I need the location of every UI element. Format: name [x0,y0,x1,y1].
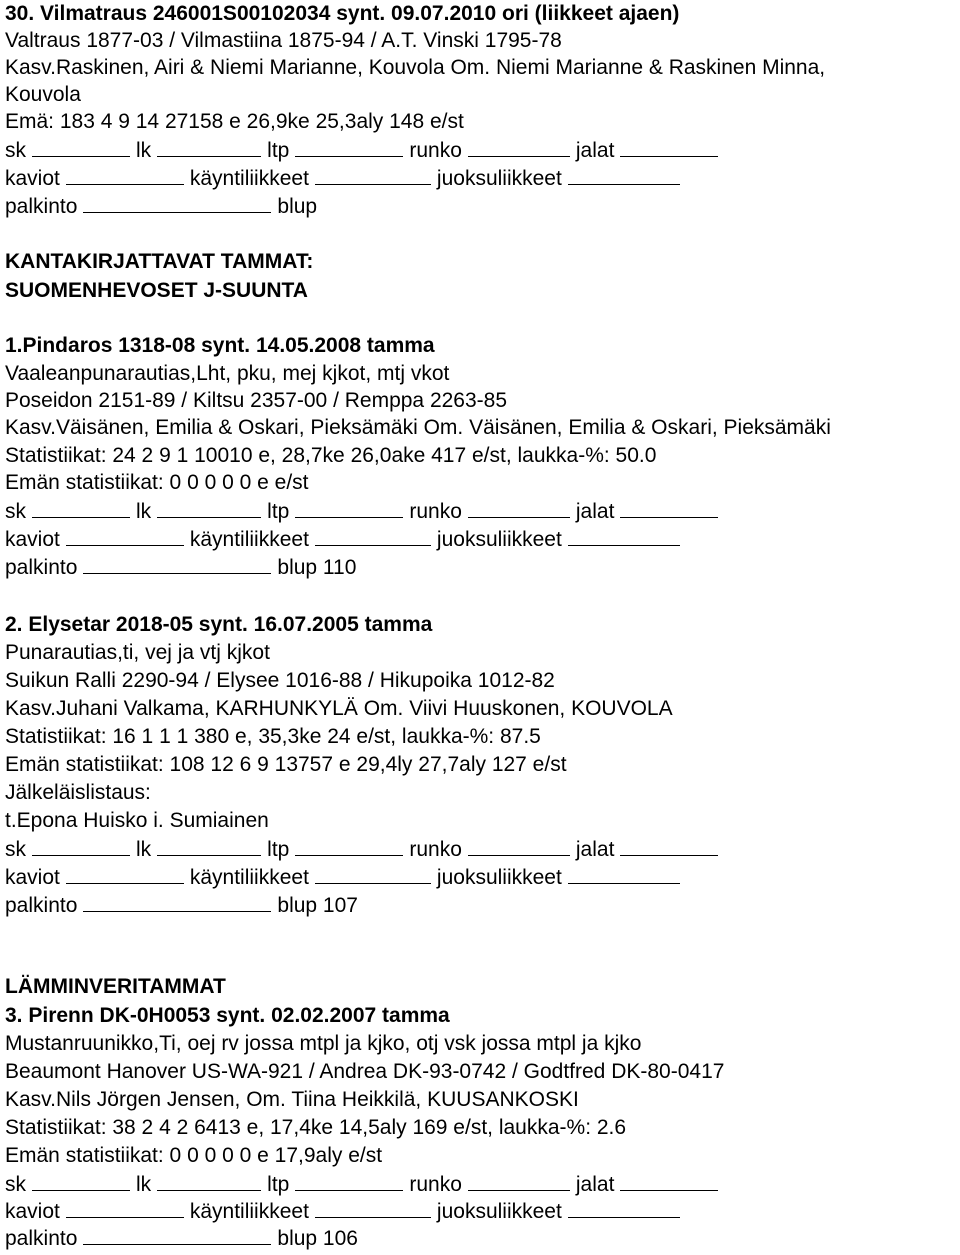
color-markings-line: Mustanruunikko,Ti, oej rv jossa mtpl ja kjko, otj vsk jossa mtpl ja kjko [5,1032,642,1055]
dam-stats-line: Emän statistiikat: 108 12 6 9 13757 e 29,4ly 27,7aly 127 e/st [5,753,567,776]
sk-label: sk [5,139,26,162]
ltp-label: ltp [267,1173,290,1196]
color-markings-line: Vaaleanpunarautias,Lht, pku, mej kjkot, mtj vkot [5,362,450,385]
blup-label: blup [277,195,318,218]
juoksuliikkeet-blank [568,166,680,185]
kaviot-blank [66,1199,184,1218]
lk-blank [157,138,261,157]
lk-label: lk [136,1173,152,1196]
kaviot-blank [66,166,184,185]
palkinto-blank [83,893,271,912]
runko-label: runko [409,838,462,861]
kayntiliikkeet-blank [315,1199,431,1218]
score-form-row-2 [5,1199,680,1225]
sk-blank [32,499,130,518]
breeder-owner-line: Kasv.Nils Jörgen Jensen, Om. Tiina Heikkilä, KUUSANKOSKI [5,1088,579,1111]
pedigree-line: Suikun Ralli 2290-94 / Elysee 1016-88 / Hikupoika 1012-82 [5,669,555,692]
score-form-row-3 [5,1226,358,1252]
lk-blank [157,1172,261,1191]
blup-value: blup 106 [277,1227,358,1250]
score-form-row-3 [5,194,317,220]
lk-label: lk [136,500,152,523]
ltp-label: ltp [267,139,290,162]
ltp-label: ltp [267,838,290,861]
blup-value: blup 110 [277,556,357,579]
ltp-blank [295,138,403,157]
pedigree-line: Valtraus 1877-03 / Vilmastiina 1875-94 / A.T. Vinski 1795-78 [5,29,562,52]
entry-header-1: 1.Pindaros 1318-08 synt. 14.05.2008 tamma [5,334,435,357]
jalat-blank [620,1172,718,1191]
stats-line: Statistiikat: 16 1 1 1 380 e, 35,3ke 24 e/st, laukka-%: 87.5 [5,725,541,748]
breeder-owner-line-cont: Kouvola [5,83,81,106]
blup-value: blup 107 [277,894,358,917]
palkinto-label: palkinto [5,894,78,917]
stats-line: Statistiikat: 24 2 9 1 10010 e, 28,7ke 26,0ake 417 e/st, laukka-%: 50.0 [5,444,657,467]
breeder-owner-line: Kasv.Juhani Valkama, KARHUNKYLÄ Om. Viivi Huuskonen, KOUVOLA [5,697,673,720]
ltp-blank [295,499,403,518]
score-form-row-1 [5,499,718,525]
runko-label: runko [409,1173,462,1196]
kaviot-blank [66,527,184,546]
jalat-label: jalat [575,838,615,861]
ltp-blank [295,1172,403,1191]
palkinto-blank [83,1226,271,1245]
score-form-row-1 [5,837,718,863]
kaviot-label: kaviot [5,1200,60,1223]
score-form-row-1 [5,138,718,164]
jalat-label: jalat [575,139,615,162]
sk-label: sk [5,1173,26,1196]
offspring-heading: Jälkeläislistaus: [5,781,151,804]
ltp-blank [295,837,403,856]
sk-label: sk [5,838,26,861]
section-title: LÄMMINVERITAMMAT [5,975,226,998]
entry-header-3: 3. Pirenn DK-0H0053 synt. 02.02.2007 tamma [5,1004,450,1027]
kayntiliikkeet-label: käyntiliikkeet [189,167,309,190]
palkinto-blank [83,555,271,574]
juoksuliikkeet-blank [568,865,680,884]
section-subtitle: SUOMENHEVOSET J-SUUNTA [5,279,308,302]
jalat-label: jalat [575,500,615,523]
score-form-row-3 [5,893,358,919]
dam-stats-line: Emä: 183 4 9 14 27158 e 26,9ke 25,3aly 148 e/st [5,110,464,133]
offspring-line: t.Epona Huisko i. Sumiainen [5,809,269,832]
score-form-row-2 [5,865,680,891]
palkinto-blank [83,194,271,213]
runko-label: runko [409,139,462,162]
juoksuliikkeet-label: juoksuliikkeet [436,167,562,190]
kaviot-label: kaviot [5,167,60,190]
score-form-row-2 [5,166,680,192]
palkinto-label: palkinto [5,195,78,218]
kaviot-blank [66,865,184,884]
kayntiliikkeet-blank [315,166,431,185]
score-form-row-1 [5,1172,718,1198]
lk-blank [157,837,261,856]
section-title: KANTAKIRJATTAVAT TAMMAT: [5,250,314,273]
ltp-label: ltp [267,500,290,523]
entry-header-2: 2. Elysetar 2018-05 synt. 16.07.2005 tamma [5,613,433,636]
runko-blank [468,1172,570,1191]
sk-blank [32,1172,130,1191]
palkinto-label: palkinto [5,1227,78,1250]
sk-blank [32,837,130,856]
jalat-label: jalat [575,1173,615,1196]
runko-blank [468,837,570,856]
juoksuliikkeet-blank [568,1199,680,1218]
kayntiliikkeet-label: käyntiliikkeet [189,1200,309,1223]
lk-blank [157,499,261,518]
kaviot-label: kaviot [5,528,60,551]
kayntiliikkeet-label: käyntiliikkeet [189,528,309,551]
lk-label: lk [136,838,152,861]
lk-label: lk [136,139,152,162]
juoksuliikkeet-label: juoksuliikkeet [436,1200,562,1223]
juoksuliikkeet-blank [568,527,680,546]
dam-stats-line: Emän statistiikat: 0 0 0 0 0 e 17,9aly e/st [5,1144,383,1167]
jalat-blank [620,138,718,157]
pedigree-line: Beaumont Hanover US-WA-921 / Andrea DK-93-0742 / Godtfred DK-80-0417 [5,1060,725,1083]
score-form-row-2 [5,527,680,553]
runko-blank [468,138,570,157]
jalat-blank [620,837,718,856]
kayntiliikkeet-label: käyntiliikkeet [189,866,309,889]
juoksuliikkeet-label: juoksuliikkeet [436,866,562,889]
sk-blank [32,138,130,157]
kayntiliikkeet-blank [315,527,431,546]
palkinto-label: palkinto [5,556,78,579]
jalat-blank [620,499,718,518]
breeder-owner-line: Kasv.Väisänen, Emilia & Oskari, Pieksämäki Om. Väisänen, Emilia & Oskari, Pieksämäki [5,416,831,439]
color-markings-line: Punarautias,ti, vej ja vtj kjkot [5,641,270,664]
entry-header-30: 30. Vilmatraus 246001S00102034 synt. 09.07.2010 ori (liikkeet ajaen) [5,2,680,25]
score-form-row-3 [5,555,356,581]
kayntiliikkeet-blank [315,865,431,884]
sk-label: sk [5,500,26,523]
breeder-owner-line: Kasv.Raskinen, Airi & Niemi Marianne, Kouvola Om. Niemi Marianne & Raskinen Minna, [5,56,826,79]
runko-label: runko [409,500,462,523]
pedigree-line: Poseidon 2151-89 / Kiltsu 2357-00 / Remppa 2263-85 [5,389,508,412]
kaviot-label: kaviot [5,866,60,889]
stats-line: Statistiikat: 38 2 4 2 6413 e, 17,4ke 14,5aly 169 e/st, laukka-%: 2.6 [5,1116,627,1139]
juoksuliikkeet-label: juoksuliikkeet [436,528,562,551]
runko-blank [468,499,570,518]
dam-stats-line: Emän statistiikat: 0 0 0 0 0 e e/st [5,471,309,494]
